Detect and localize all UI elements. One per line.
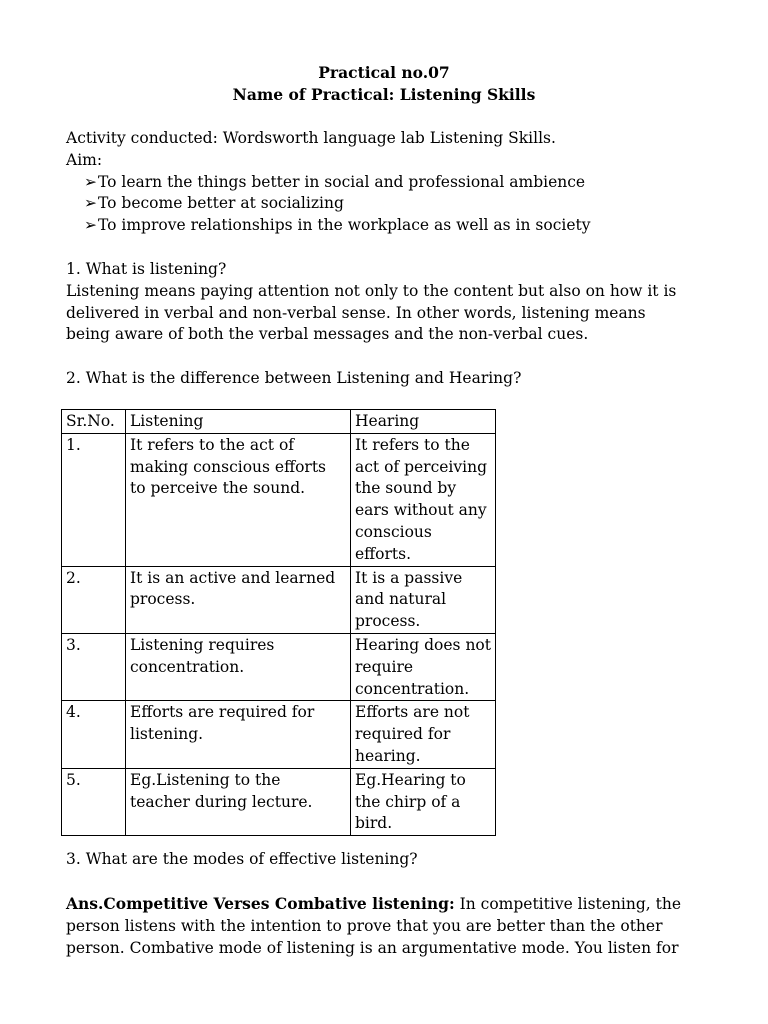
arrow-bullet-icon: ➢ bbox=[84, 194, 97, 213]
table-row bbox=[62, 768, 496, 835]
cell-listening: Efforts are required for listening. bbox=[126, 701, 351, 768]
table-row bbox=[62, 701, 496, 768]
cell-listening: It refers to the act of making conscious efforts to perceive the sound. bbox=[126, 433, 351, 566]
listening-hearing-table bbox=[61, 409, 496, 836]
arrow-bullet-icon: ➢ bbox=[84, 216, 97, 235]
activity-section bbox=[66, 128, 706, 237]
table-header-row bbox=[62, 410, 496, 434]
cell-listening: Listening requires concentration. bbox=[126, 633, 351, 700]
aim-item: ➢To learn the things better in social and professional ambience bbox=[66, 172, 706, 194]
cell-srno: 2. bbox=[62, 566, 126, 633]
cell-hearing: It is a passive and natural process. bbox=[351, 566, 496, 633]
aim-item: ➢To improve relationships in the workplace as well as in society bbox=[66, 215, 706, 237]
document-header bbox=[0, 62, 768, 106]
header-hearing: Hearing bbox=[351, 410, 496, 434]
cell-srno: 5. bbox=[62, 768, 126, 835]
question-1-section bbox=[66, 259, 706, 346]
cell-hearing: Eg.Hearing to the chirp of a bird. bbox=[351, 768, 496, 835]
question-1: 1. What is listening? bbox=[66, 260, 227, 278]
cell-hearing: It refers to the act of perceiving the sound by ears without any conscious efforts. bbox=[351, 433, 496, 566]
header-listening: Listening bbox=[126, 410, 351, 434]
cell-srno: 4. bbox=[62, 701, 126, 768]
answer-3-section bbox=[66, 893, 706, 959]
answer-1-line: Listening means paying attention not only to the content but also on how it is bbox=[66, 281, 677, 300]
answer-3-line: person. Combative mode of listening is an argumentative mode. You listen for bbox=[66, 938, 679, 957]
arrow-bullet-icon: ➢ bbox=[84, 172, 97, 191]
table-row bbox=[62, 433, 496, 566]
question-3: 3. What are the modes of effective listening? bbox=[66, 850, 418, 868]
aim-item: ➢To become better at socializing bbox=[66, 193, 706, 215]
answer-3-heading: Ans.Competitive Verses Combative listening: bbox=[66, 894, 455, 913]
cell-listening: Eg.Listening to the teacher during lecture. bbox=[126, 768, 351, 835]
table-row bbox=[62, 633, 496, 700]
activity-line: Activity conducted: Wordsworth language lab Listening Skills. bbox=[66, 129, 556, 147]
cell-hearing: Hearing does not require concentration. bbox=[351, 633, 496, 700]
cell-srno: 3. bbox=[62, 633, 126, 700]
answer-3-line: Ans.Competitive Verses Combative listening: In competitive listening, the bbox=[66, 894, 682, 913]
cell-listening: It is an active and learned process. bbox=[126, 566, 351, 633]
question-2: 2. What is the difference between Listening and Hearing? bbox=[66, 369, 522, 387]
aim-label: Aim: bbox=[66, 150, 103, 169]
header-srno: Sr.No. bbox=[62, 410, 126, 434]
answer-3-line: person listens with the intention to prove that you are better than the other bbox=[66, 916, 663, 935]
practical-name: Name of Practical: Listening Skills bbox=[232, 85, 536, 104]
practical-title: Practical no.07 bbox=[318, 63, 450, 82]
answer-1-line: being aware of both the verbal messages and the non-verbal cues. bbox=[66, 325, 589, 344]
cell-srno: 1. bbox=[62, 433, 126, 566]
cell-hearing: Efforts are not required for hearing. bbox=[351, 701, 496, 768]
table-row bbox=[62, 566, 496, 633]
answer-1-line: delivered in verbal and non-verbal sense. In other words, listening means bbox=[66, 303, 646, 322]
